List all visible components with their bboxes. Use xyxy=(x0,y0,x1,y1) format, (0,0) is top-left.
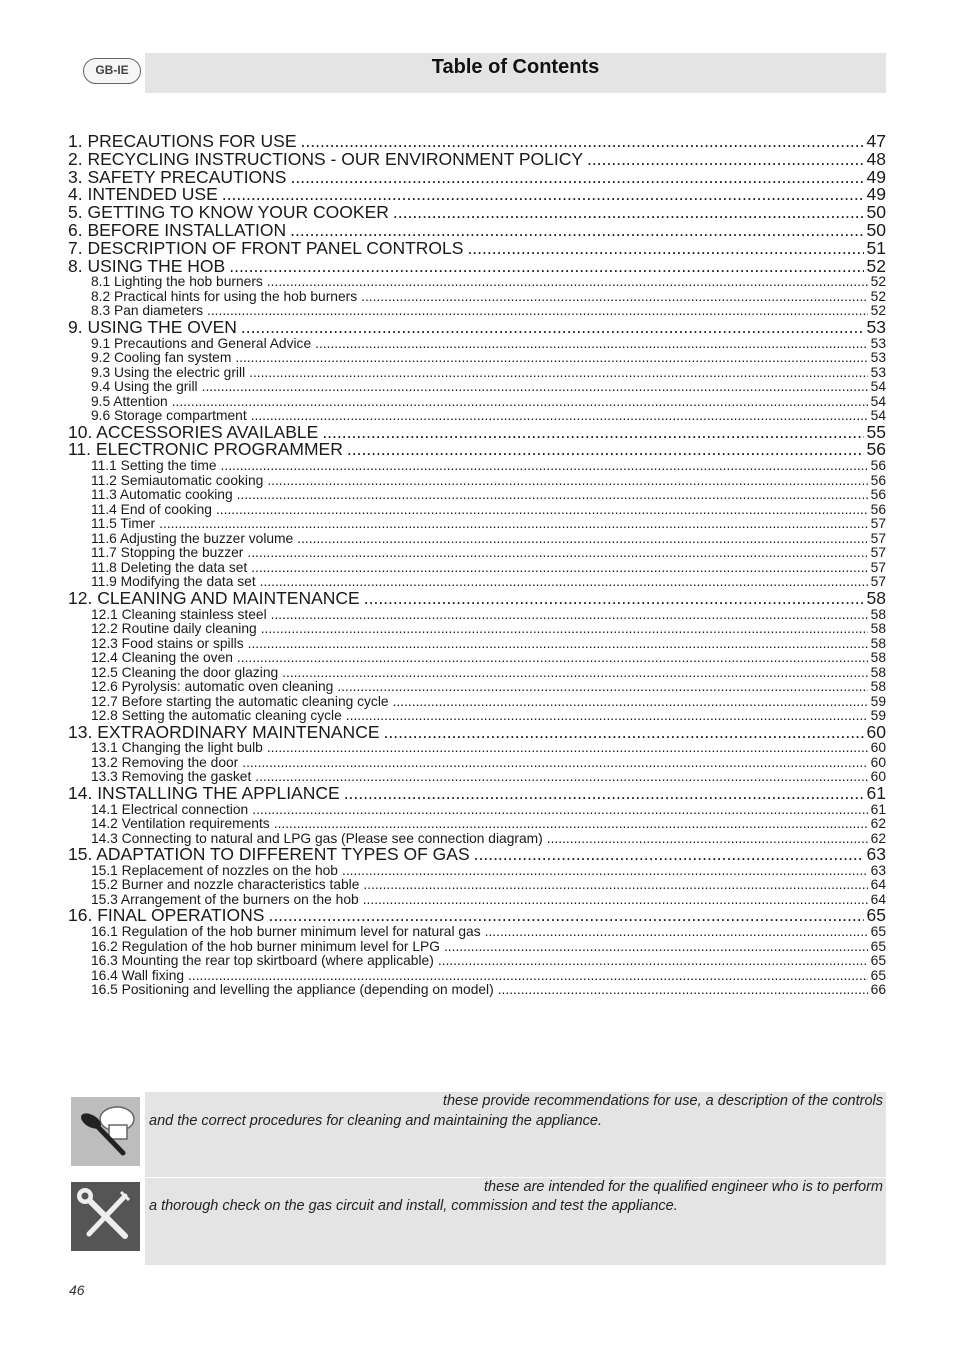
toc-entry-title: 11.2 Semiautomatic cooking xyxy=(91,473,264,488)
toc-entry-title: 9.1 Precautions and General Advice xyxy=(91,336,312,351)
toc-subsection[interactable] xyxy=(68,575,886,590)
toc-page-number: 60 xyxy=(870,755,886,770)
toc-leader-dots xyxy=(467,240,863,258)
toc-entry-title: 12. CLEANING AND MAINTENANCE xyxy=(68,589,360,608)
toc-subsection[interactable] xyxy=(68,803,886,818)
toc-page-number: 65 xyxy=(870,968,886,983)
toc-page-number: 58 xyxy=(870,651,886,666)
toc-leader-dots xyxy=(237,651,868,666)
toc-subsection[interactable] xyxy=(68,969,886,984)
toc-page-number: 64 xyxy=(870,878,886,893)
toc-page-number: 60 xyxy=(866,723,886,742)
toc-entry-title: 12.1 Cleaning stainless steel xyxy=(91,607,267,622)
toc-page-number: 49 xyxy=(866,168,886,187)
toc-page-number: 48 xyxy=(866,150,886,169)
toc-subsection[interactable] xyxy=(68,954,886,969)
toc-section[interactable] xyxy=(68,590,886,608)
toc-entry-title: 8. USING THE HOB xyxy=(68,257,226,276)
toc-entry-title: 11.4 End of cooking xyxy=(91,502,212,517)
toc-page-number: 58 xyxy=(870,607,886,622)
toc-page-number: 58 xyxy=(870,622,886,637)
toc-entry-title: 16.5 Positioning and levelling the appliance (depending on model) xyxy=(91,983,494,998)
toc-entry-title: 16.1 Regulation of the hob burner minimum level for natural gas xyxy=(91,925,481,940)
toc-entry-title: 9.3 Using the electric grill xyxy=(91,365,246,380)
toc-section[interactable] xyxy=(68,441,886,459)
toc-subsection[interactable] xyxy=(68,666,886,681)
chef-spoon-icon xyxy=(71,1097,140,1166)
toc-leader-dots xyxy=(235,351,867,366)
toc-page-number: 54 xyxy=(870,409,886,424)
toc-section[interactable] xyxy=(68,846,886,864)
language-badge: GB-IE xyxy=(83,58,141,84)
toc-leader-dots xyxy=(547,832,868,847)
toc-leader-dots xyxy=(301,133,864,151)
toc-leader-dots xyxy=(363,893,868,908)
toc-entry-title: 15.3 Arrangement of the burners on the hob xyxy=(91,892,359,907)
toc-page-number: 57 xyxy=(870,531,886,546)
toc-entry-title: 13. EXTRAORDINARY MAINTENANCE xyxy=(68,723,380,742)
toc-leader-dots xyxy=(242,756,867,771)
toc-entry-title: 11.8 Deleting the data set xyxy=(91,560,248,575)
toc-leader-dots xyxy=(207,304,868,319)
toc-section[interactable] xyxy=(68,319,886,337)
toc-leader-dots xyxy=(249,366,868,381)
toc-leader-dots xyxy=(363,878,867,893)
toc-section[interactable] xyxy=(68,151,886,169)
toc-leader-dots xyxy=(251,409,868,424)
toc-leader-dots xyxy=(261,622,868,637)
toc-page-number: 65 xyxy=(866,907,886,926)
toc-entry-title: 12.8 Setting the automatic cleaning cycle xyxy=(91,709,342,724)
toc-page-number: 53 xyxy=(866,318,886,337)
toc-entry-title: 12.2 Routine daily cleaning xyxy=(91,622,257,637)
toc-page-number: 59 xyxy=(870,694,886,709)
installer-instructions-note xyxy=(145,1178,886,1265)
toc-subsection[interactable] xyxy=(68,864,886,879)
toc-section[interactable] xyxy=(68,424,886,442)
toc-section[interactable] xyxy=(68,169,886,187)
toc-section[interactable] xyxy=(68,258,886,276)
toc-subsection[interactable] xyxy=(68,517,886,532)
toc-page-number: 52 xyxy=(870,304,886,319)
toc-leader-dots xyxy=(346,709,868,724)
toc-subsection[interactable] xyxy=(68,503,886,518)
toc-entry-title: 9.5 Attention xyxy=(91,394,168,409)
toc-leader-dots xyxy=(188,969,868,984)
toc-page-number: 56 xyxy=(870,459,886,474)
toc-page-number: 54 xyxy=(870,394,886,409)
toc-subsection[interactable] xyxy=(68,380,886,395)
toc-page-number: 62 xyxy=(870,817,886,832)
toc-subsection[interactable] xyxy=(68,741,886,756)
toc-entry-title: 15.2 Burner and nozzle characteristics table xyxy=(91,878,360,893)
toc-leader-dots xyxy=(221,459,868,474)
toc-subsection[interactable] xyxy=(68,532,886,547)
toc-entry-title: 9. USING THE OVEN xyxy=(68,318,237,337)
toc-page-number: 51 xyxy=(866,239,886,258)
toc-entry-title: 12.7 Before starting the automatic cleaning cycle xyxy=(91,694,389,709)
toc-page-number: 52 xyxy=(870,289,886,304)
toc-page-number: 59 xyxy=(870,709,886,724)
toc-page-number: 58 xyxy=(866,589,886,608)
toc-entry-title: 13.2 Removing the door xyxy=(91,755,239,770)
toc-leader-dots xyxy=(290,222,863,240)
user-instructions-note xyxy=(145,1092,886,1177)
toc-page-number: 56 xyxy=(870,473,886,488)
toc-page-number: 65 xyxy=(870,954,886,969)
toc-page-number: 65 xyxy=(870,925,886,940)
toc-page-number: 65 xyxy=(870,939,886,954)
toc-leader-dots xyxy=(364,590,864,608)
toc-leader-dots xyxy=(290,169,863,187)
toc-leader-dots xyxy=(485,925,868,940)
installer-note-line-1: these are intended for the qualified engineer who is to perform xyxy=(484,1179,883,1195)
toc-page-number: 64 xyxy=(870,892,886,907)
toc-entry-title: 15.1 Replacement of nozzles on the hob xyxy=(91,863,338,878)
toc-subsection[interactable] xyxy=(68,546,886,561)
toc-subsection[interactable] xyxy=(68,925,886,940)
toc-leader-dots xyxy=(248,637,868,652)
toc-section[interactable] xyxy=(68,133,886,151)
page-title: Table of Contents xyxy=(431,56,600,78)
toc-page-number: 66 xyxy=(870,983,886,998)
toc-subsection[interactable] xyxy=(68,337,886,352)
toc-entry-title: 14.2 Ventilation requirements xyxy=(91,817,270,832)
toc-entry-title: 13.3 Removing the gasket xyxy=(91,770,252,785)
toc-page-number: 49 xyxy=(866,186,886,205)
toc-entry-title: 16. FINAL OPERATIONS xyxy=(68,907,265,926)
toc-subsection[interactable] xyxy=(68,459,886,474)
toc-subsection[interactable] xyxy=(68,395,886,410)
toc-page-number: 53 xyxy=(870,336,886,351)
toc-leader-dots xyxy=(322,424,863,442)
toc-entry-title: 11.5 Timer xyxy=(91,517,156,532)
toc-page-number: 55 xyxy=(866,423,886,442)
toc-entry-title: 2. RECYCLING INSTRUCTIONS - OUR ENVIRONMENT POLICY xyxy=(68,150,584,169)
toc-subsection[interactable] xyxy=(68,878,886,893)
toc-leader-dots xyxy=(337,680,867,695)
toc-page-number: 57 xyxy=(870,546,886,561)
toc-leader-dots xyxy=(268,907,863,925)
toc-subsection[interactable] xyxy=(68,622,886,637)
toc-subsection[interactable] xyxy=(68,680,886,695)
toc-page-number: 58 xyxy=(870,680,886,695)
toc-subsection[interactable] xyxy=(68,695,886,710)
toc-subsection[interactable] xyxy=(68,651,886,666)
toc-leader-dots xyxy=(216,503,868,518)
toc-section[interactable] xyxy=(68,240,886,258)
toc-leader-dots xyxy=(229,258,863,276)
toc-subsection[interactable] xyxy=(68,637,886,652)
page-number: 46 xyxy=(69,1282,85,1298)
toc-leader-dots xyxy=(172,395,868,410)
toc-page-number: 60 xyxy=(870,770,886,785)
toc-entry-title: 12.3 Food stains or spills xyxy=(91,636,244,651)
toc-page-number: 52 xyxy=(866,257,886,276)
toc-page-number: 61 xyxy=(866,784,886,803)
toc-entry-title: 11.7 Stopping the buzzer xyxy=(91,546,244,561)
toc-section[interactable] xyxy=(68,724,886,742)
toc-section[interactable] xyxy=(68,186,886,204)
toc-page-number: 58 xyxy=(870,636,886,651)
toc-leader-dots xyxy=(251,561,867,576)
toc-leader-dots xyxy=(274,817,868,832)
toc-leader-dots xyxy=(267,275,868,290)
toc-page-number: 50 xyxy=(866,221,886,240)
toc-entry-title: 12.6 Pyrolysis: automatic oven cleaning xyxy=(91,680,334,695)
toc-leader-dots xyxy=(393,204,864,222)
toc-entry-title: 7. DESCRIPTION OF FRONT PANEL CONTROLS xyxy=(68,239,464,258)
table-of-contents xyxy=(68,133,886,998)
toc-entry-title: 11.6 Adjusting the buzzer volume xyxy=(91,531,294,546)
toc-entry-title: 14.1 Electrical connection xyxy=(91,802,249,817)
toc-entry-title: 16.2 Regulation of the hob burner minimum level for LPG xyxy=(91,939,440,954)
installer-note-line-2: a thorough check on the gas circuit and install, commission and test the appliance. xyxy=(149,1198,678,1214)
toc-leader-dots xyxy=(498,983,868,998)
toc-leader-dots xyxy=(361,290,868,305)
toc-entry-title: 11.3 Automatic cooking xyxy=(91,488,233,503)
toc-leader-dots xyxy=(342,864,868,879)
toc-leader-dots xyxy=(202,380,868,395)
toc-entry-title: 11. ELECTRONIC PROGRAMMER xyxy=(68,441,343,460)
toc-subsection[interactable] xyxy=(68,709,886,724)
toc-page-number: 56 xyxy=(866,441,886,460)
toc-entry-title: 15. ADAPTATION TO DIFFERENT TYPES OF GAS xyxy=(68,846,470,864)
toc-leader-dots xyxy=(267,474,867,489)
toc-leader-dots xyxy=(347,441,864,459)
toc-entry-title: 8.3 Pan diameters xyxy=(91,304,203,319)
toc-entry-title: 16.4 Wall fixing xyxy=(91,968,185,983)
toc-entry-title: 5. GETTING TO KNOW YOUR COOKER xyxy=(68,204,389,222)
toc-page-number: 47 xyxy=(866,133,886,151)
toc-page-number: 56 xyxy=(870,502,886,517)
toc-leader-dots xyxy=(315,337,868,352)
toc-leader-dots xyxy=(297,532,867,547)
toc-entry-title: 12.4 Cleaning the oven xyxy=(91,651,233,666)
toc-entry-title: 9.2 Cooling fan system xyxy=(91,351,232,366)
toc-subsection[interactable] xyxy=(68,983,886,998)
toc-page-number: 53 xyxy=(870,365,886,380)
toc-entry-title: 4. INTENDED USE xyxy=(68,186,218,205)
toc-subsection[interactable] xyxy=(68,770,886,785)
toc-subsection[interactable] xyxy=(68,351,886,366)
toc-subsection[interactable] xyxy=(68,817,886,832)
toc-page-number: 50 xyxy=(866,204,886,222)
toc-page-number: 57 xyxy=(870,560,886,575)
user-note-line-1: these provide recommendations for use, a description of the controls xyxy=(442,1093,883,1109)
toc-subsection[interactable] xyxy=(68,940,886,955)
toc-subsection[interactable] xyxy=(68,561,886,576)
toc-subsection[interactable] xyxy=(68,756,886,771)
toc-section[interactable] xyxy=(68,907,886,925)
toc-entry-title: 13.1 Changing the light bulb xyxy=(91,741,263,756)
toc-section[interactable] xyxy=(68,222,886,240)
toc-entry-title: 6. BEFORE INSTALLATION xyxy=(68,221,287,240)
toc-leader-dots xyxy=(222,186,864,204)
toc-subsection[interactable] xyxy=(68,290,886,305)
toc-page-number: 53 xyxy=(870,351,886,366)
toc-leader-dots xyxy=(247,546,867,561)
toc-leader-dots xyxy=(271,608,868,623)
toc-leader-dots xyxy=(252,803,867,818)
toc-section[interactable] xyxy=(68,204,886,222)
toc-page-number: 63 xyxy=(866,846,886,864)
toc-entry-title: 14. INSTALLING THE APPLIANCE xyxy=(68,784,340,803)
toc-subsection[interactable] xyxy=(68,409,886,424)
toc-page-number: 58 xyxy=(870,665,886,680)
toc-entry-title: 9.6 Storage compartment xyxy=(91,409,247,424)
toc-page-number: 60 xyxy=(870,741,886,756)
toc-leader-dots xyxy=(241,319,864,337)
toc-subsection[interactable] xyxy=(68,275,886,290)
toc-entry-title: 11.1 Setting the time xyxy=(91,459,217,474)
toc-subsection[interactable] xyxy=(68,304,886,319)
toc-entry-title: 8.2 Practical hints for using the hob burners xyxy=(91,289,358,304)
toc-subsection[interactable] xyxy=(68,474,886,489)
toc-leader-dots xyxy=(474,846,864,864)
toc-page-number: 61 xyxy=(870,802,886,817)
toc-leader-dots xyxy=(384,724,864,742)
toc-leader-dots xyxy=(260,575,868,590)
toc-page-number: 63 xyxy=(870,863,886,878)
toc-page-number: 62 xyxy=(870,831,886,846)
toc-leader-dots xyxy=(444,940,868,955)
toc-leader-dots xyxy=(255,770,867,785)
toc-leader-dots xyxy=(438,954,868,969)
toc-entry-title: 16.3 Mounting the rear top skirtboard (where applicable) xyxy=(91,954,434,969)
toc-entry-title: 9.4 Using the grill xyxy=(91,380,198,395)
toc-leader-dots xyxy=(159,517,867,532)
toc-leader-dots xyxy=(282,666,867,681)
toc-subsection[interactable] xyxy=(68,488,886,503)
toc-page-number: 57 xyxy=(870,575,886,590)
toc-subsection[interactable] xyxy=(68,608,886,623)
toc-leader-dots xyxy=(393,695,868,710)
toc-entry-title: 3. SAFETY PRECAUTIONS xyxy=(68,168,287,187)
toc-page-number: 57 xyxy=(870,517,886,532)
toc-subsection[interactable] xyxy=(68,366,886,381)
tools-icon xyxy=(71,1182,140,1251)
toc-page-number: 56 xyxy=(870,488,886,503)
toc-entry-title: 12.5 Cleaning the door glazing xyxy=(91,665,279,680)
toc-page-number: 52 xyxy=(870,275,886,290)
user-note-line-2: and the correct procedures for cleaning and maintaining the appliance. xyxy=(149,1113,603,1129)
toc-entry-title: 1. PRECAUTIONS FOR USE xyxy=(68,133,297,151)
toc-leader-dots xyxy=(237,488,868,503)
toc-subsection[interactable] xyxy=(68,893,886,908)
toc-subsection[interactable] xyxy=(68,832,886,847)
toc-entry-title: 14.3 Connecting to natural and LPG gas (Please see connection diagram) xyxy=(91,831,543,846)
toc-leader-dots xyxy=(344,785,864,803)
toc-page-number: 54 xyxy=(870,380,886,395)
toc-entry-title: 10. ACCESSORIES AVAILABLE xyxy=(68,423,319,442)
toc-section[interactable] xyxy=(68,785,886,803)
toc-leader-dots xyxy=(587,151,864,169)
toc-entry-title: 11.9 Modifying the data set xyxy=(91,575,256,590)
toc-leader-dots xyxy=(267,741,868,756)
toc-entry-title: 8.1 Lighting the hob burners xyxy=(91,275,263,290)
